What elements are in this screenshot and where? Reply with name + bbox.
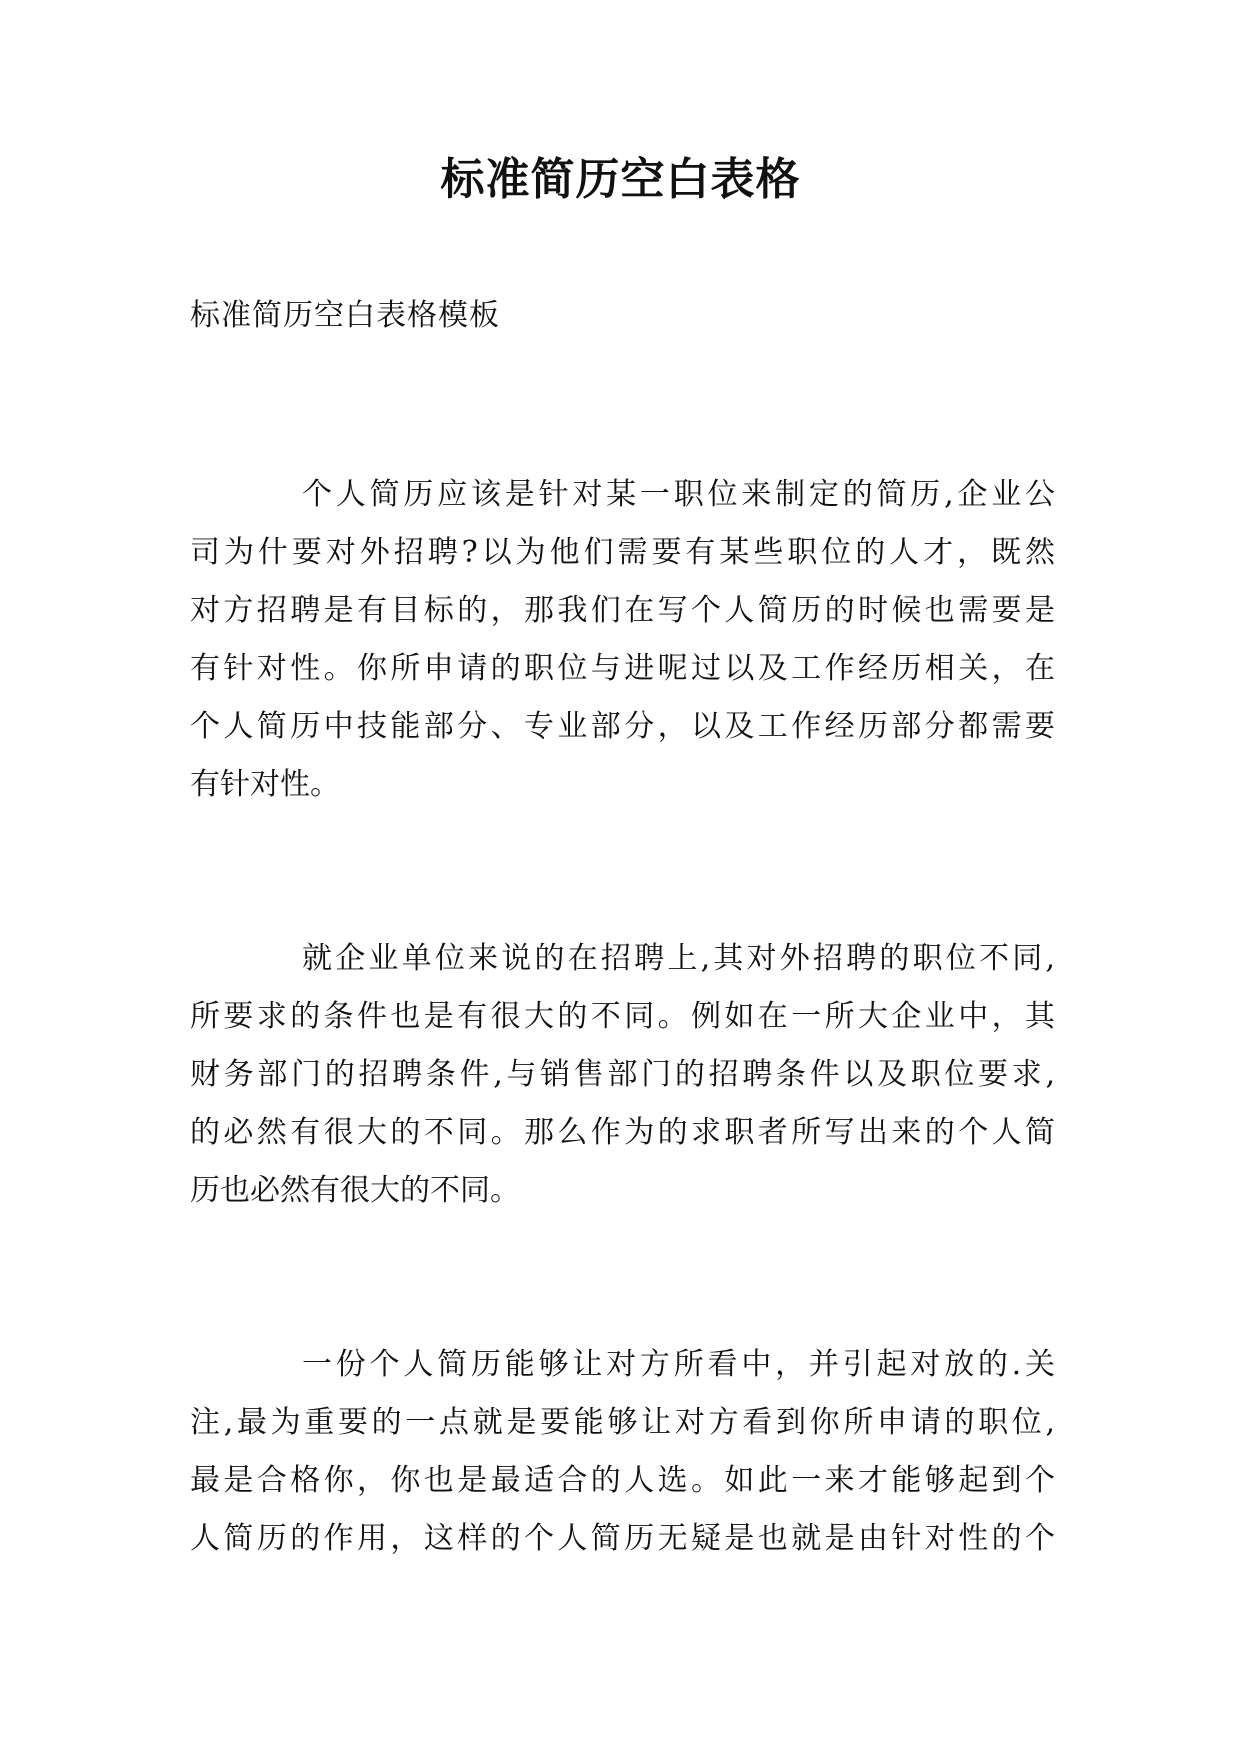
paragraph-2	[190, 930, 1055, 1220]
paragraph-line: 司为什要对外招聘?以为他们需要有某些职位的人才，既然	[190, 535, 1055, 570]
document-title: 标准简历空白表格	[440, 154, 801, 205]
document-subtitle: 标准简历空白表格模板	[190, 298, 500, 333]
paragraph-line: 人简历的作用，这样的个人简历无疑是也就是由针对性的个	[190, 1521, 1055, 1556]
paragraph-line: 历也必然有很大的不同。	[190, 1173, 520, 1208]
paragraph-line: 的必然有很大的不同。那么作为的求职者所写出来的个人简	[190, 1115, 1055, 1150]
paragraph-line: 个人简历中技能部分、专业部分，以及工作经历部分都需要	[190, 709, 1055, 744]
paragraph-line: 最是合格你，你也是最适合的人选。如此一来才能够起到个	[190, 1463, 1055, 1498]
paragraph-line: 个人简历应该是针对某一职位来制定的简历,企业公	[302, 477, 1055, 512]
paragraph-line: 一份个人简历能够让对方所看中，并引起对放的.关	[302, 1347, 1055, 1382]
paragraph-line: 有针对性。	[190, 767, 340, 802]
paragraph-line: 对方招聘是有目标的，那我们在写个人简历的时候也需要是	[190, 593, 1055, 628]
paragraph-line: 注,最为重要的一点就是要能够让对方看到你所申请的职位,	[190, 1405, 1055, 1440]
paragraph-1	[190, 466, 1055, 814]
paragraph-line: 就企业单位来说的在招聘上,其对外招聘的职位不同,	[302, 941, 1055, 976]
paragraph-line: 有针对性。你所申请的职位与进呢过以及工作经历相关，在	[190, 651, 1055, 686]
paragraph-line: 所要求的条件也是有很大的不同。例如在一所大企业中，其	[190, 999, 1055, 1034]
paragraph-3	[190, 1336, 1055, 1568]
paragraph-line: 财务部门的招聘条件,与销售部门的招聘条件以及职位要求,	[190, 1057, 1055, 1092]
